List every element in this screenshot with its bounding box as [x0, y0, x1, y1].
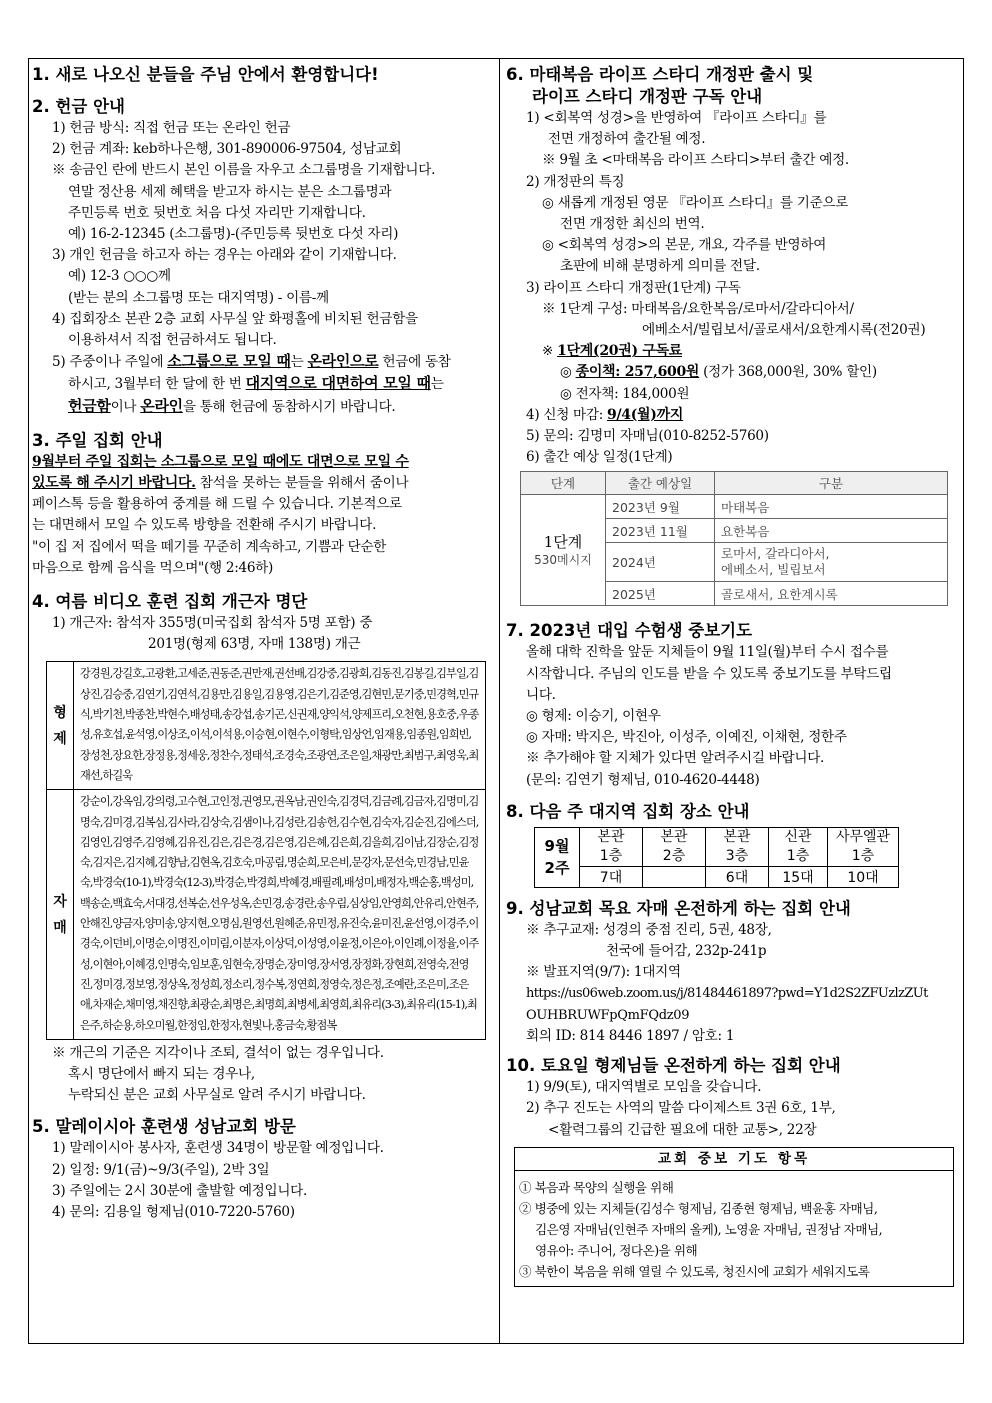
- prayer-item-2b: 김은영 자매님(인현주 자매의 올케), 노영윤 자매님, 권정남 자매님,: [535, 1221, 883, 1237]
- place-row: [535, 827, 899, 866]
- schedule-date: 2024년: [606, 543, 715, 582]
- subscription-fee: ※ 1단계(20권) 구독료: [542, 343, 683, 360]
- malaysia-line-4: 4) 문의: 김용일 형제님(010-7220-5760): [52, 1204, 295, 1221]
- lifestudy-line-5: ◎ 새롭게 개정된 영문 『라이프 스타디』를 기준으로: [542, 194, 849, 211]
- offering-line-5: 주민등록 번호 뒷번호 처음 다섯 자리만 기재합니다.: [68, 204, 366, 221]
- brothers-label: 형 제: [47, 662, 74, 790]
- section-2-title: 2. 헌금 안내: [32, 97, 125, 116]
- sunday-line-3: 페이스톡 등을 활용하여 중계를 해 드릴 수 있습니다. 기본적으로: [32, 496, 402, 513]
- exam-line-4: ◎ 형제: 이승기, 이현우: [526, 708, 661, 725]
- place-name: 신관 1층: [769, 827, 828, 866]
- sisters-meeting-line-2: 천국에 들어감, 232p-241p: [606, 943, 767, 960]
- prayer-item-1: ① 복음과 목양의 실행을 위해: [519, 1179, 674, 1195]
- attendance-note-2: 혹시 명단에서 빠지 되는 경우나,: [68, 1066, 255, 1083]
- attendance-note-3: 누락되신 분은 교회 사무실로 알려 주시기 바랍니다.: [68, 1087, 366, 1104]
- lifestudy-line-2: 전면 개정하여 출간될 예정.: [548, 131, 706, 148]
- group-row: [535, 866, 899, 887]
- left-column: [32, 64, 492, 1223]
- sisters-row: [47, 790, 486, 1040]
- lifestudy-line-9: 3) 라이프 스타디 개정판(1단계) 구독: [526, 279, 741, 296]
- brothers-names: 강경원,강길호,고광환,고세준,권동준,권만재,권선배,김강중,김광회,김동진,김봉길,김부일,김상진,김승중,김연기,김연석,김용만,김용일,김용영,김은기,김준영,김현민,문기중,민경혁,민규식,박기천,박종찬,박현수,배성태,송강섭,송기곤,신권재,양익석,양제프리,오천현,용호중,우종성,유호섭,윤석영,이상조,이석,이석용,이승현,이현수,이형탁,임상언,임재용,임종원,임희빈,장성천,장요한,장정용,정세웅,정찬수,정태석,조경숙,조광연,조은일,채광만,최범구,최영욱,최재선,하길욱: [74, 662, 486, 790]
- sunday-line-2: 있도록 해 주시기 바랍니다. 참석을 못하는 분들을 위해서 줌이나: [32, 475, 409, 492]
- schedule-title: 6) 출간 예상 일정(1단계): [526, 449, 673, 466]
- lifestudy-line-11: 에베소서/빌립보서/골로새서/요한계시록(전20권): [642, 322, 926, 339]
- exam-line-3: 니다.: [526, 686, 556, 703]
- schedule-header-stage: 단계: [521, 472, 606, 495]
- schedule-book: 마태복음: [715, 495, 948, 519]
- section-7-title: 7. 2023년 대입 수험생 중보기도: [506, 621, 753, 641]
- place-group: 7대: [580, 866, 643, 887]
- attendance-note-1: ※ 개근의 기준은 지각이나 조퇴, 결석이 없는 경우입니다.: [52, 1044, 384, 1061]
- sunday-line-6: 마음으로 함께 음식을 먹으며"(행 2:46하): [32, 559, 274, 576]
- lifestudy-line-1: 1) <회복역 성경>을 반영하여 『라이프 스타디』를: [526, 110, 827, 126]
- brothers-meeting-line-1: 1) 9/9(토), 대지역별로 모임을 갖습니다.: [526, 1079, 762, 1096]
- sisters-meeting-line-3: ※ 발표지역(9/7): 1대지역: [526, 964, 681, 981]
- prayer-body: [515, 1171, 953, 1286]
- offering-line-9: (받는 분의 소그룹명 또는 대지역명) - 이름-께: [68, 289, 329, 306]
- sisters-names: 강순이,강옥임,강의령,고수현,고인정,권영모,권옥남,권인숙,김경덕,김금례,김금자,김명미,김명숙,김미경,김복심,김사라,김상숙,김샘이나,김성란,김송헌,김수현,김숙자,김순진,김에스더,김영인,김영주,김영혜,김유진,김은,김은경,김은영,김은혜,김은희,김을희,김이남,김장순,김정숙,김지은,김지혜,김향남,김현옥,김호숙,마공림,명순희,모은비,문강자,문선숙,민경남,민윤숙,박경숙(10-1),박경숙(12-3),박경순,박경희,박혜경,배필례,배성미,배정자,백순홍,백성미,백송순,백효숙,서대경,선복순,선우성옥,손민경,송경란,송우림,심상임,안영희,안유리,안현주,안해진,양금자,양미송,양지현,오명심,원영선,원혜준,유민정,유진숙,윤미진,윤선영,이경주,이경숙,이던비,이명순,이명진,이미림,이분자,이상덕,이성영,이윤정,이은아,이인례,이정율,이주성,이현아,이혜경,인명숙,임보훈,임현숙,장명순,장미영,장서영,장정화,장현희,전영숙,전영진,정미경,정보영,정상옥,정성희,정소리,정수복,정연희,정영숙,정은정,조예란,조은미,조은애,차재순,채미영,채진향,최광순,최명은,최명희,최병세,최영희,최유리(3-3),최유리(15-1),최은주,하순용,하오미월,한정임,한정자,현빛나,홍금숙,황점복: [74, 790, 486, 1040]
- lifestudy-contact: 5) 문의: 김명미 자매님(010-8252-5760): [526, 428, 769, 445]
- prayer-item-2c: 영유아: 주니어, 정다온)을 위해: [535, 1242, 698, 1258]
- prayer-title: 교회 중보 기도 항목: [515, 1148, 953, 1171]
- schedule-row: [521, 495, 948, 519]
- place-group: 10대: [828, 866, 899, 887]
- schedule-book: 골로새서, 요한계시록: [715, 582, 948, 606]
- attendance-line-2: 201명(형제 63명, 자매 138명) 개근: [148, 636, 361, 653]
- prayer-box: [514, 1147, 954, 1287]
- sisters-meeting-line-1: ※ 추구교재: 성경의 중점 진리, 5권, 48장,: [526, 921, 772, 938]
- sisters-label: 자 매: [47, 790, 74, 1040]
- malaysia-line-1: 1) 말레이시아 봉사자, 훈련생 34명이 방문할 예정입니다.: [52, 1140, 384, 1157]
- schedule-book: 요한복음: [715, 519, 948, 543]
- schedule-book: 로마서, 갈라디아서, 에베소서, 빌립보서: [715, 543, 948, 582]
- stage-name: 1단계: [543, 533, 583, 552]
- sunday-line-5: "이 집 저 집에서 떡을 떼기를 꾸준히 계속하고, 기쁨과 단순한: [32, 538, 387, 555]
- section-4-title: 4. 여름 비디오 훈련 집회 개근자 명단: [32, 592, 308, 612]
- exam-line-1: 올해 대학 진학을 앞둔 지체들이 9월 11일(월)부터 수시 접수를: [526, 644, 889, 661]
- zoom-link-2[interactable]: OUHBRUWFpQmFQdz09: [526, 1007, 690, 1023]
- column-divider: [499, 58, 500, 1344]
- sunday-bold-1: 9월부터 주일 집회는 소그룹으로 모일 때에도 대면으로 모일 수: [32, 453, 409, 470]
- offering-line-7: 3) 개인 헌금을 하고자 하는 경우는 아래와 같이 기재합니다.: [52, 247, 397, 264]
- section-1-title: 1. 새로 나오신 분들을 주님 안에서 환영합니다!: [32, 65, 379, 84]
- zoom-link-1[interactable]: https://us06web.zoom.us/j/81484461897?pwd=Y1d2S2ZFUzlzZUt: [526, 986, 928, 1002]
- place-name: 본관 2층: [643, 827, 706, 866]
- exam-line-2: 시작합니다. 주님의 인도를 받을 수 있도록 중보기도를 부탁드립: [526, 665, 892, 682]
- offering-line-13: 하시고, 3월부터 한 달에 한 번 대지역으로 대면하여 모일 때는: [68, 374, 444, 393]
- offering-line-2: 2) 헌금 계좌: keb하나은행, 301-890006-97504, 성남교회: [52, 141, 402, 158]
- malaysia-line-3: 3) 주일에는 2시 30분에 출발할 예정입니다.: [52, 1182, 307, 1199]
- lifestudy-line-6: 전면 개정한 최신의 번역.: [560, 216, 705, 233]
- right-column: [506, 64, 958, 1287]
- lifestudy-line-3: ※ 9월 초 <마태복음 라이프 스타디>부터 출간 예정.: [542, 152, 849, 169]
- offering-line-1: 1) 헌금 방식: 직접 헌금 또는 온라인 헌금: [52, 120, 291, 136]
- schedule-date: 2025년: [606, 582, 715, 606]
- exam-line-6: ※ 추가해야 할 지체가 있다면 알려주시길 바랍니다.: [526, 750, 825, 767]
- ebook-price: ◎ 전자책: 184,000원: [560, 385, 690, 402]
- exam-line-7: (문의: 김연기 형제님, 010-4620-4448): [526, 771, 760, 788]
- section-6-title-1: 6. 마태복음 라이프 스타디 개정판 출시 및: [506, 65, 814, 84]
- sunday-line-4: 는 대면해서 모일 수 있도록 방향을 전환해 주시기 바랍니다.: [32, 517, 377, 534]
- section-5-title: 5. 말레이시아 훈련생 성남교회 방문: [32, 1117, 296, 1137]
- offering-line-14: 헌금함이나 온라인을 통해 헌금에 동참하시기 바랍니다.: [68, 396, 396, 415]
- schedule-header-date: 출간 예상일: [606, 472, 715, 495]
- place-name: 본관 3층: [706, 827, 769, 866]
- schedule-header-row: [521, 472, 948, 495]
- attendance-line-1: 1) 개근자: 참석자 355명(미국집회 참석자 5명 포함) 중: [52, 615, 373, 632]
- lifestudy-line-8: 초판에 비해 분명하게 의미를 전달.: [560, 258, 760, 275]
- schedule-date: 2023년 11월: [606, 519, 715, 543]
- brothers-meeting-line-2: 2) 추구 진도는 사역의 말씀 다이제스트 3권 6호, 1부,: [526, 1100, 836, 1117]
- lifestudy-line-10: ※ 1단계 구성: 마태복음/요한복음/로마서/갈라디아서/: [542, 300, 854, 317]
- place-name: 사무엘관 1층: [828, 827, 899, 866]
- exam-line-5: ◎ 자매: 박지은, 박진아, 이성주, 이예진, 이채현, 정한주: [526, 729, 847, 746]
- brothers-row: [47, 662, 486, 790]
- paper-price: ◎ 종이책: 257,600원 (정가 368,000원, 30% 할인): [560, 364, 877, 381]
- place-group: 15대: [769, 866, 828, 887]
- zoom-meeting-id: 회의 ID: 814 8446 1897 / 암호: 1: [526, 1027, 735, 1044]
- brothers-meeting-line-3: <활력그룹의 긴급한 필요에 대한 교통>, 22장: [548, 1121, 817, 1138]
- place-group: [643, 866, 706, 887]
- place-date: 9월 2주: [535, 827, 580, 887]
- schedule-header-category: 구분: [715, 472, 948, 495]
- deadline: 4) 신청 마감: 9/4(월)까지: [526, 406, 684, 423]
- section-3-title: 3. 주일 집회 안내: [32, 430, 163, 450]
- meeting-place-table: [534, 827, 899, 888]
- stage-sub: 530메시지: [534, 553, 592, 568]
- section-10-title: 10. 토요일 형제님들 온전하게 하는 집회 안내: [506, 1056, 841, 1076]
- section-9-title: 9. 성남교회 목요 자매 온전하게 하는 집회 안내: [506, 898, 851, 918]
- offering-line-6: 예) 16-2-12345 (소그룹명)-(주민등록 뒷번호 다섯 자리): [68, 226, 399, 243]
- publication-schedule-table: [520, 471, 948, 606]
- offering-line-12: 5) 주중이나 주일에 소그룹으로 모일 때는 온라인으로 헌금에 동참: [52, 352, 451, 371]
- offering-line-4: 연말 정산용 세제 혜택을 받고자 하시는 분은 소그룹명과: [68, 183, 392, 200]
- lifestudy-line-4: 2) 개정판의 특징: [526, 173, 625, 190]
- schedule-date: 2023년 9월: [606, 495, 715, 519]
- malaysia-line-2: 2) 일정: 9/1(금)~9/3(주일), 2박 3일: [52, 1161, 270, 1178]
- section-8-title: 8. 다음 주 대지역 집회 장소 안내: [506, 801, 750, 821]
- place-name: 본관 1층: [580, 827, 643, 866]
- prayer-item-3: ③ 북한이 복음을 위해 열릴 수 있도록, 청진시에 교회가 세워지도록: [519, 1263, 870, 1279]
- lifestudy-line-7: ◎ <회복역 성경>의 본문, 개요, 각주를 반영하여: [542, 237, 827, 254]
- attendance-table: [46, 661, 486, 1039]
- prayer-item-2: ② 병중에 있는 지체들(김성수 형제님, 김종현 형제님, 백윤홍 자매님,: [519, 1200, 878, 1216]
- place-group: 6대: [706, 866, 769, 887]
- offering-line-10: 4) 집회장소 본관 2층 교회 사무실 앞 화평홀에 비치된 헌금함을: [52, 310, 418, 327]
- offering-line-11: 이용하셔서 직접 헌금하셔도 됩니다.: [68, 332, 277, 349]
- offering-line-8: 예) 12-3 ○○○께: [68, 268, 171, 285]
- offering-line-3: ※ 송금인 란에 반드시 본인 이름을 자우고 소그룹명을 기재합니다.: [52, 162, 436, 179]
- section-6-title-2: 라이프 스타디 개정판 구독 안내: [532, 87, 763, 106]
- stage-cell: [521, 495, 606, 606]
